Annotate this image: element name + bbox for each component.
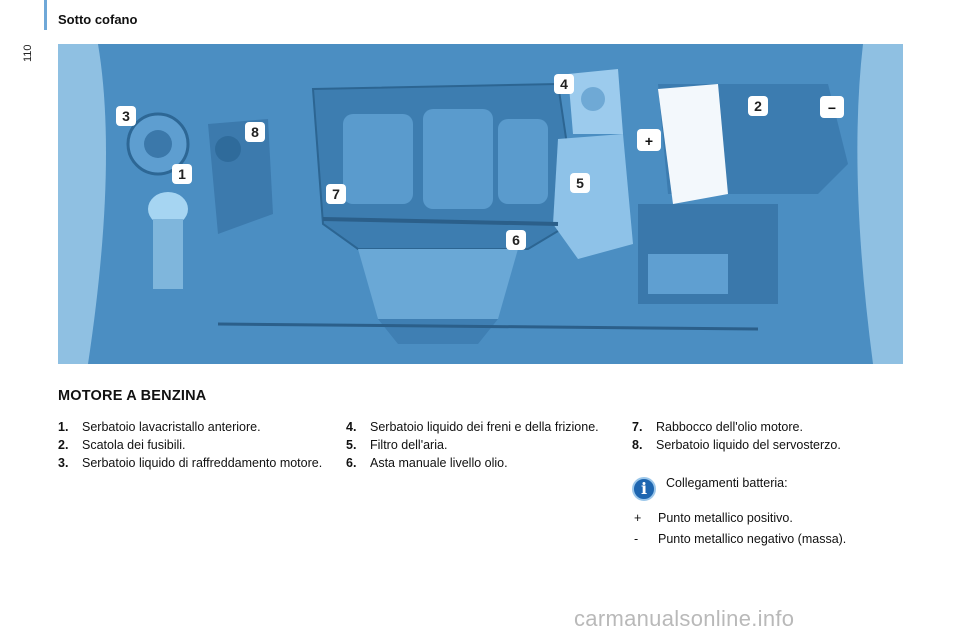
minus-terminal-label: − bbox=[827, 100, 837, 116]
callout-1: 1 bbox=[178, 166, 186, 182]
legend-item bbox=[346, 456, 608, 471]
item-text: Serbatoio liquido di raffreddamento motore. bbox=[82, 456, 323, 470]
callout-4: 4 bbox=[560, 76, 568, 92]
list-item bbox=[632, 532, 932, 547]
point-symbol: + bbox=[634, 511, 642, 525]
point-symbol: - bbox=[634, 532, 639, 546]
callout-8: 8 bbox=[251, 124, 259, 140]
plus-terminal-label: + bbox=[644, 133, 654, 149]
legend-item bbox=[346, 420, 608, 435]
item-text: Scatola dei fusibili. bbox=[82, 438, 186, 452]
legend-item bbox=[58, 438, 328, 453]
legend-column-2 bbox=[346, 420, 608, 474]
callout-6: 6 bbox=[512, 232, 520, 248]
item-text: Serbatoio lavacristallo anteriore. bbox=[82, 420, 261, 434]
legend-column-1 bbox=[58, 420, 328, 474]
callout-2: 2 bbox=[754, 98, 762, 114]
page-number: 110 bbox=[22, 44, 34, 62]
legend-item bbox=[632, 438, 922, 453]
legend-item bbox=[58, 456, 328, 471]
battery-info-note bbox=[632, 474, 922, 504]
item-text: Serbatoio liquido dei freni e della frizione. bbox=[370, 420, 599, 434]
legend-item bbox=[632, 420, 922, 435]
legend-item bbox=[346, 438, 608, 453]
item-number: 4. bbox=[346, 420, 357, 434]
section-title: MOTORE A BENZINA bbox=[58, 388, 207, 404]
page-header: Sotto cofano bbox=[58, 12, 138, 27]
item-text: Rabbocco dell'olio motore. bbox=[656, 420, 803, 434]
legend-column-3 bbox=[632, 420, 922, 456]
item-text: Filtro dell'aria. bbox=[370, 438, 448, 452]
point-text: Punto metallico positivo. bbox=[658, 511, 793, 525]
battery-points-list bbox=[632, 511, 932, 553]
watermark: carmanualsonline.info bbox=[574, 606, 795, 631]
item-number: 6. bbox=[346, 456, 357, 470]
item-number: 5. bbox=[346, 438, 357, 452]
engine-bay-drawing bbox=[58, 44, 903, 364]
item-number: 3. bbox=[58, 456, 69, 470]
item-number: 7. bbox=[632, 420, 643, 434]
list-item bbox=[632, 511, 932, 526]
item-text: Asta manuale livello olio. bbox=[370, 456, 508, 470]
header-accent-bar bbox=[44, 0, 47, 30]
item-number: 2. bbox=[58, 438, 69, 452]
item-number: 8. bbox=[632, 438, 643, 452]
point-text: Punto metallico negativo (massa). bbox=[658, 532, 847, 546]
engine-bay-illustration bbox=[58, 44, 903, 364]
callout-7: 7 bbox=[332, 186, 340, 202]
info-icon: i bbox=[632, 477, 656, 501]
callout-5: 5 bbox=[576, 175, 584, 191]
legend-item bbox=[58, 420, 328, 435]
item-number: 1. bbox=[58, 420, 69, 434]
callout-3: 3 bbox=[122, 108, 130, 124]
item-text: Serbatoio liquido del servosterzo. bbox=[656, 438, 841, 452]
info-text: Collegamenti batteria: bbox=[666, 476, 788, 490]
